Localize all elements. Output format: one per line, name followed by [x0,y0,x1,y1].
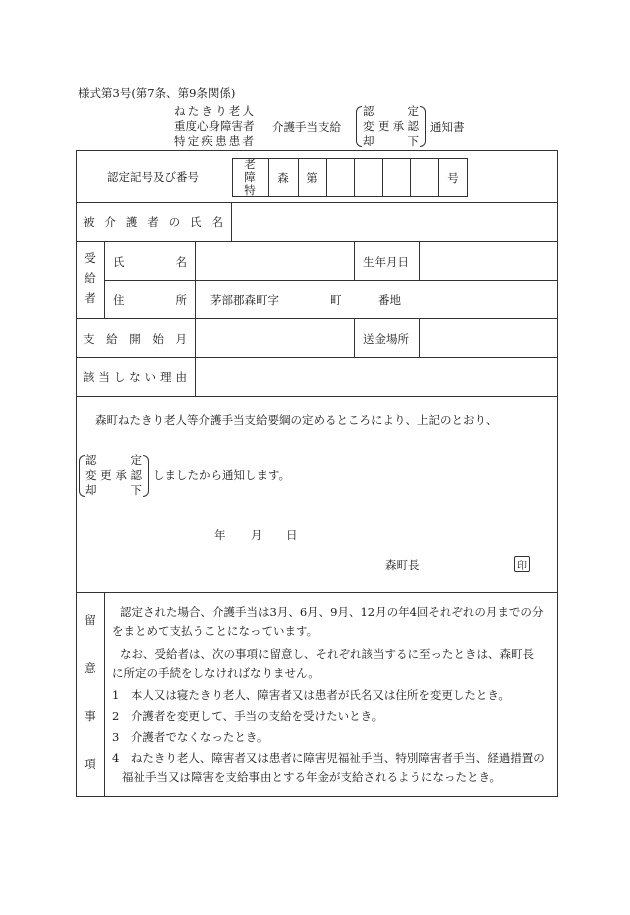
cert-digit-divider [382,158,383,197]
row-divider [76,357,558,358]
col-divider [419,318,420,357]
cert-dai: 第 [306,170,318,185]
note-item-4b: 福祉手当又は障害を支給事由とする年金が支給されるようになったとき。 [122,770,502,784]
cert-digit-divider [326,158,327,197]
col-divider [104,592,105,797]
note-item-3: 3 介護者でなくなったとき。 [112,730,269,744]
seal-mark: 印 [514,556,530,572]
col-divider [231,202,232,241]
person-name-label: 被 介 護 者 の 氏 名 [83,215,223,229]
start-month-label: 支 給 開 始 月 [83,332,187,346]
recipient-side-label: 受 給 者 [84,251,96,305]
notice-text-2: しましたから通知します。 [153,468,291,482]
note-item-2: 2 介護者を変更して、手当の支給を受けたいとき。 [112,709,384,723]
title-recipient-3: 特 定 疾 患 患 者 [174,134,254,148]
row-divider [76,202,558,203]
row-divider [76,241,558,242]
note-item-4a: 4 ねたきり老人、障害者又は患者に障害児福祉手当、特別障害者手当、経過措置の [112,751,545,765]
title-action-3: 却 下 [363,134,419,148]
col-divider [195,241,196,396]
cert-label: 認定記号及び番号 [107,170,199,184]
body-brace-right [143,455,149,497]
sending-place-label: 送金場所 [363,332,409,346]
note-paragraph-1b: をまとめて支払うことになっています。 [112,624,319,638]
title-actions [363,104,419,149]
cert-digit-divider [410,158,411,197]
note-paragraph-2a: なお、受給者は、次の事項に留意し、それぞれ該当するに至ったときは、森町長 [120,647,534,661]
notice-text-1: 森町ねたきり老人等介護手当支給要綱の定めるところにより、上記のとおり、 [95,413,498,427]
row-divider [76,318,558,319]
cert-go: 号 [447,170,459,185]
note-item-1: 1 本人又は寝たきり老人、障害者又は患者が氏名又は住所を変更したとき。 [112,688,510,702]
title-action-1: 認 定 [363,104,419,118]
reason-label: 該 当 し な い 理 由 [83,370,187,384]
title-brace-right [420,106,426,147]
title-action-2: 変 更 承 認 [363,119,419,133]
date-day: 日 [286,528,298,542]
date-month: 月 [251,528,263,542]
recipient-address-label: 住 所 [113,293,187,307]
title-recipient-2: 重 度 心 身 障 害 者 [174,119,255,133]
note-paragraph-2b: に所定の手続をしなければなりません。 [112,666,320,680]
title-recipients [174,104,254,149]
body-action-2: 変 更 承 認 [85,468,142,482]
title-suffix: 通知書 [430,120,465,134]
body-action-1: 認 定 [85,453,142,467]
title-brace-left [356,106,362,147]
date-year: 年 [214,528,226,542]
title-recipient-1: ね た き り 老 人 [174,104,254,118]
col-divider [354,318,355,357]
cert-digit-divider [354,158,355,197]
row-divider [104,280,558,281]
recipient-address-banchi: 番地 [378,293,401,307]
cert-kind: 老 障 特 [244,157,256,197]
form-number: 様式第3号(第7条、第9条関係) [78,86,236,100]
title-middle: 介護手当支給 [272,120,341,134]
recipient-address-value: 茅部郡森町字 [210,293,279,307]
recipient-birth-label: 生年月日 [363,255,409,269]
recipient-name-label: 氏 名 [113,255,187,269]
col-divider [354,241,355,280]
cert-town: 森 [277,170,289,185]
body-actions [85,453,142,498]
col-divider [104,241,105,318]
note-paragraph-1a: 認定された場合、介護手当は3月、6月、9月、12月の年4回それぞれの月までの分 [120,605,544,619]
row-divider [76,396,558,397]
notes-side-label: 留 意 事 項 [84,613,96,771]
col-divider [419,241,420,280]
body-action-3: 却 下 [85,483,142,497]
recipient-address-machi: 町 [330,293,342,307]
mayor-title: 森町長 [385,558,420,572]
row-divider [76,592,558,593]
